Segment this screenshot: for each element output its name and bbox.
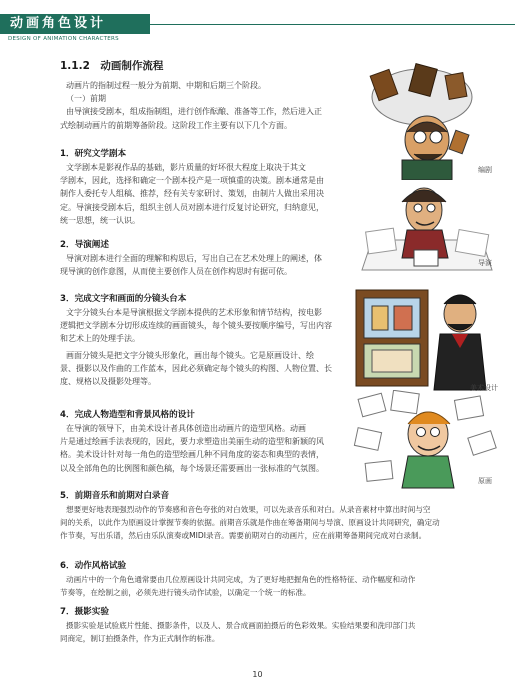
text-column xyxy=(60,58,350,132)
item-2 xyxy=(60,238,350,278)
item-line: 摄影实验是试验底片性能、摄影条件，以及人、景合成画面拍摄后的色彩效果。实验结果要和洗印部门共 xyxy=(66,621,416,630)
item-line: 导演对剧本进行全面的理解和构思后，写出自己在艺术处理上的阐述，体 xyxy=(66,254,322,263)
item-3 xyxy=(60,292,350,388)
item-line: 文字分镜头台本是导演根据文学剧本提供的艺术形象和情节结构，按电影 xyxy=(66,308,322,317)
item-line: 以及全部角色的比例图和颜色稿，每个场景还需要画出一张标准的气氛图。 xyxy=(60,463,324,473)
item-1 xyxy=(60,147,350,227)
book-title: 动画角色设计 xyxy=(10,16,107,31)
item-line: 画面分镜头是把文字分镜头形象化，画出每个镜头。它是原画设计、绘 xyxy=(66,350,314,360)
art-designer-illustration xyxy=(352,282,502,392)
animator-illustration xyxy=(352,390,502,490)
header-title-box xyxy=(0,14,150,34)
item-line: 同商定，制订拍摄条件，作为正式制作的标准。 xyxy=(60,634,220,644)
paragraph: 由导演接受剧本，组成指制组，进行创作酝酿、准备等工作，然后进入正 xyxy=(66,107,322,117)
item-line: 想要更好地表现强烈动作的节奏感和音色夸张的对白效果，可以先录音乐和对白。从录音素材中算出时间与空 xyxy=(66,505,431,514)
paragraph: 式绘制动画片的前期筹备阶段。这阶段工作主要有以下几个方面。 xyxy=(60,120,292,130)
item-heading: 4．完成人物造型和背景风格的设计 xyxy=(60,410,195,420)
item-line: 片是通过绘画手法表现的，因此，要力求塑造出美丽生动的造型和新颖的风 xyxy=(60,437,324,447)
item-line: 景、摄影以及作曲的工作蓝本，因此必须确定每个镜头的构图、人物位置、长 xyxy=(60,363,332,373)
item-line: 逻辑把文学剧本分切形成连续的画面镜头，每个镜头要按顺序编号，写出内容 xyxy=(60,321,332,331)
section-title: 1.1.2 动画制作流程 xyxy=(60,60,164,72)
caption-art-designer: 美术设计 xyxy=(470,384,498,392)
item-line: 文学剧本是影视作品的基础，影片质量的好坏很大程度上取决于其文 xyxy=(66,163,306,172)
item-line: 节奏等，在绘制之前，必须先进行镜头动作试验，以确定一个统一的标准。 xyxy=(60,588,311,598)
paragraph: 动画片的指制过程一般分为前期、中期和后期三个阶段。 xyxy=(66,81,266,90)
item-line: 间的关系，以此作为原画设计掌握节奏的依据。前期音乐就是作曲在筹备期间与导演、原画设计共同研究，确定动 xyxy=(60,518,440,528)
page-number: 10 xyxy=(252,670,263,679)
item-line: 动画片中的一个角色通常要由几位原画设计共同完成，为了更好地把握角色的性格特征、动作幅度和动作 xyxy=(66,575,416,584)
item-heading: 2．导演阐述 xyxy=(60,240,109,250)
item-heading: 1．研究文学剧本 xyxy=(60,149,127,159)
item-6 xyxy=(60,559,470,599)
item-heading: 5．前期音乐和前期对白录音 xyxy=(60,491,170,501)
header-rule xyxy=(150,24,515,25)
item-line: 格。美术设计针对每一角色的造型绘画几种不同角度的姿态和典型的表情， xyxy=(60,450,324,460)
item-4 xyxy=(60,408,350,475)
item-line: 在导演的领导下，由美术设计者具体创造出动画片的造型风格。动画 xyxy=(66,424,306,433)
item-line: 作节奏，写出乐谱，然后由乐队演奏或MIDI录音。需要前期对白的动画片，应在前期筹备期间完成对白录制。 xyxy=(60,531,427,541)
item-line: 定。导演接受剧本后，组织主创人员对剧本进行反复讨论研究，归纳意见， xyxy=(60,202,324,212)
item-line: 度、规格以及摄影处理等。 xyxy=(60,377,156,387)
item-line: 统一思想，统一认识。 xyxy=(60,215,140,225)
page-header xyxy=(0,0,515,44)
screenwriter-illustration xyxy=(352,62,502,180)
caption-director: 导演 xyxy=(478,259,492,267)
item-7 xyxy=(60,605,470,645)
item-heading: 7．摄影实验 xyxy=(60,607,109,617)
item-line: 和艺术上的处理手法。 xyxy=(60,334,140,344)
item-line: 制作人委托专人组稿、推荐，经有关专家研讨、策划，由制片人做出采用决 xyxy=(60,189,324,199)
book-subtitle: DESIGN OF ANIMATION CHARACTERS xyxy=(8,36,119,42)
paragraph: （一）前期 xyxy=(66,94,106,104)
item-heading: 3．完成文字和画面的分镜头台本 xyxy=(60,294,187,304)
item-heading: 6．动作风格试验 xyxy=(60,561,127,571)
item-line: 学剧本，因此，选择和确定一个剧本投产是一项慎重的决策。剧本通常是由 xyxy=(60,176,324,186)
item-line: 现导演的创作意图，从而使主要创作人员在创作构思时有据可依。 xyxy=(60,267,292,277)
caption-animator: 原画 xyxy=(478,477,492,485)
item-5 xyxy=(60,489,470,543)
caption-screenwriter: 编剧 xyxy=(478,166,492,174)
